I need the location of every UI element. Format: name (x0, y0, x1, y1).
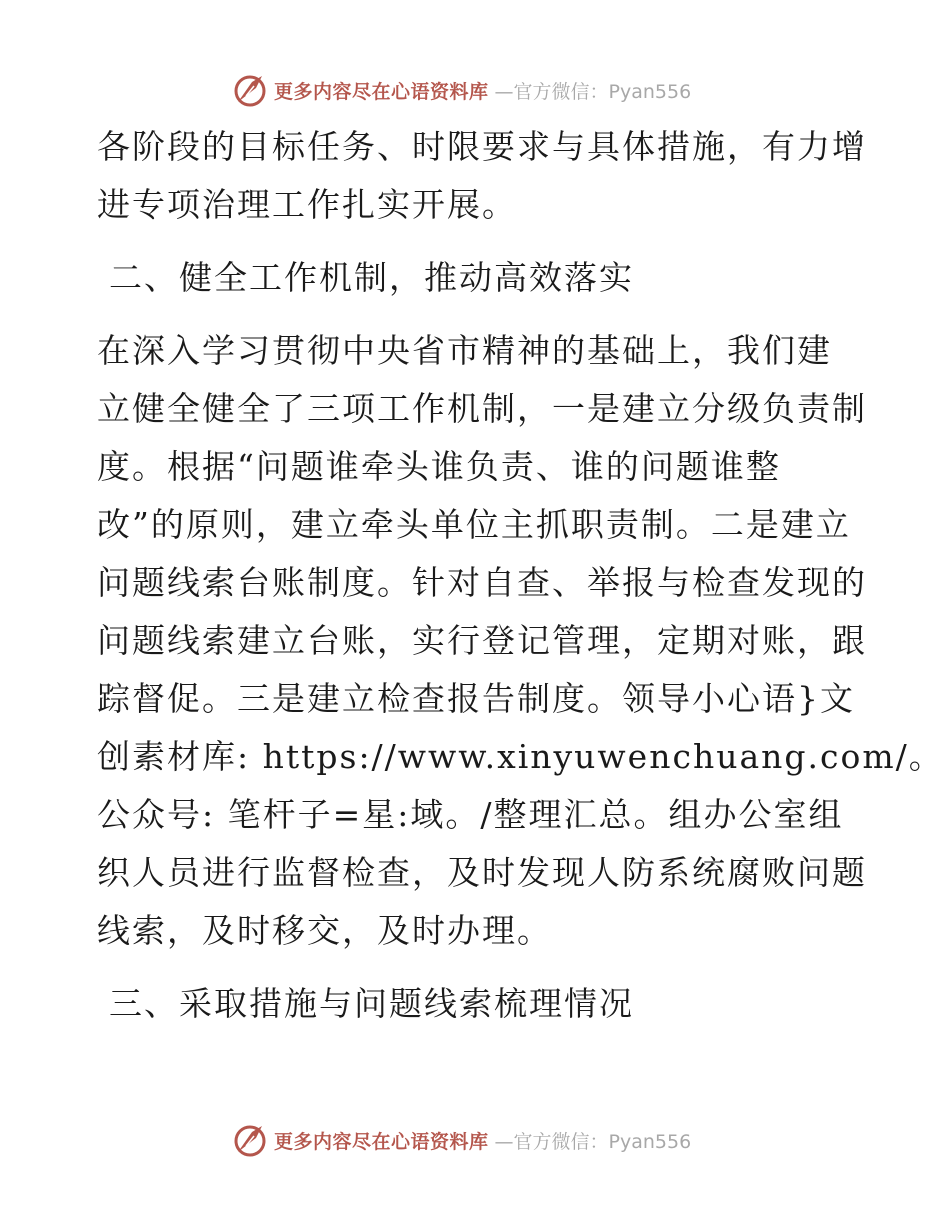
text-line: 创素材库: https://www.xinyuwenchuang.com/。 (97, 737, 944, 776)
footer-banner (232, 1120, 712, 1160)
text-line: 问题线索台账制度。针对自查、举报与检查发现的 (97, 563, 867, 602)
text-line: 立健全健全了三项工作机制，一是建立分级负责制 (97, 389, 867, 428)
text-line: 公众号: 笔杆子=星:域。/整理汇总。组办公室组 (97, 795, 844, 834)
paragraph-1 (97, 118, 867, 234)
section-heading-2: 二、健全工作机制，推动高效落实 (109, 258, 634, 297)
text-line: 度。根据“问题谁牵头谁负责、谁的问题谁整 (97, 447, 781, 486)
brand-text: 更多内容尽在心语资料库 (274, 80, 489, 103)
text-line: 改”的原则，建立牵头单位主抓职责制。二是建立 (97, 505, 851, 544)
wechat-text: —官方微信：Pyan556 (494, 1130, 692, 1153)
text-line: 在深入学习贯彻中央省市精神的基础上，我们建 (97, 331, 832, 370)
text-line: 问题线索建立台账，实行登记管理，定期对账，跟 (97, 621, 867, 660)
wechat-text: —官方微信：Pyan556 (494, 80, 692, 103)
brand-text: 更多内容尽在心语资料库 (274, 1130, 489, 1153)
text-line: 各阶段的目标任务、时限要求与具体措施，有力增 (97, 127, 867, 166)
section-heading-3: 三、采取措施与问题线索梳理情况 (109, 984, 634, 1023)
quill-pen-logo-icon (232, 1122, 268, 1158)
document-body (97, 118, 944, 1048)
paragraph-2 (97, 322, 944, 960)
text-line: 线索，及时移交，及时办理。 (97, 911, 552, 950)
text-line: 进专项治理工作扎实开展。 (97, 185, 517, 224)
header-banner (232, 70, 712, 110)
text-line: 踪督促。三是建立检查报告制度。领导小心语}文 (97, 679, 855, 718)
quill-pen-logo-icon (232, 72, 268, 108)
text-line: 织人员进行监督检查，及时发现人防系统腐败问题 (97, 853, 867, 892)
